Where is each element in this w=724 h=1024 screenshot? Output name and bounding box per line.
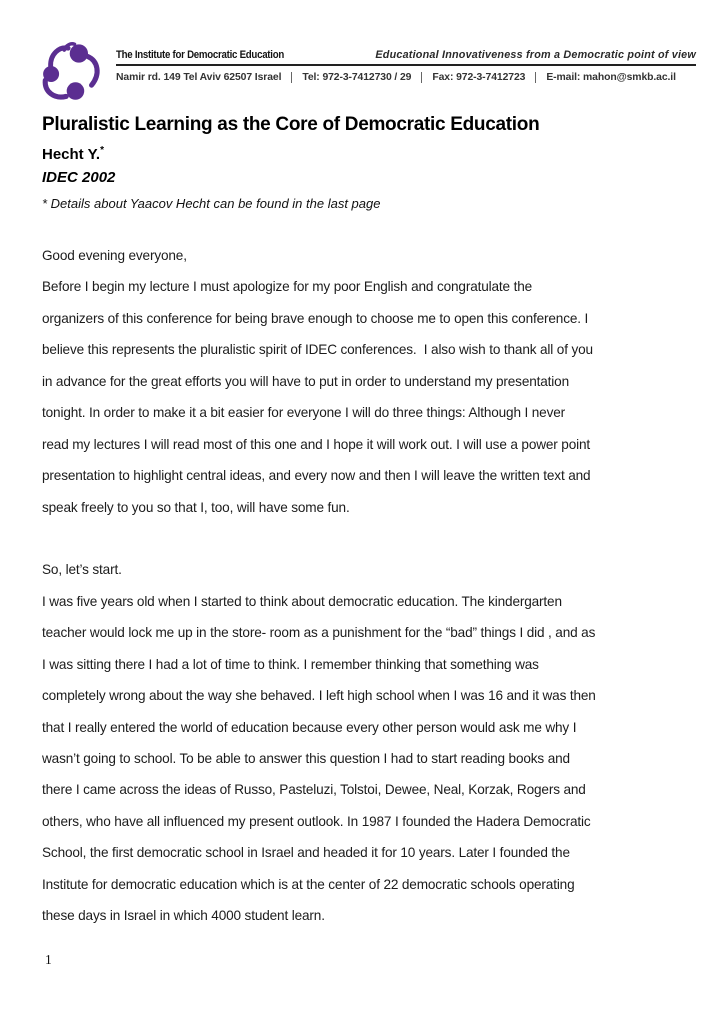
contact-divider	[421, 72, 422, 83]
letterhead-rule	[116, 64, 696, 66]
contact-email: E-mail: mahon@smkb.ac.il	[546, 72, 676, 83]
org-tagline: Educational Innovativeness from a Democratic point of view	[375, 49, 696, 61]
letterhead-contact	[116, 72, 696, 83]
author-footnote: * Details about Yaacov Hecht can be found in the last page	[42, 196, 381, 211]
body-line: Institute for democratic education which is at the center of 22 democratic schools operating	[42, 876, 575, 892]
body-line: others, who have all influenced my present outlook. In 1987 I founded the Hadera Democratic	[42, 813, 591, 829]
body-line: So, let’s start.	[42, 562, 122, 578]
body-line: I was five years old when I started to think about democratic education. The kindergarten	[42, 593, 562, 609]
body-line: Good evening everyone,	[42, 248, 187, 263]
body-text	[42, 240, 682, 932]
body-line: organizers of this conference for being brave enough to choose me to open this conference. I	[42, 310, 589, 326]
org-name: The Institute for Democratic Education	[116, 49, 284, 61]
body-line: tonight. In order to make it a bit easier for everyone I will do three things: Although I never	[42, 405, 566, 421]
contact-divider	[291, 72, 292, 83]
body-line	[42, 523, 682, 554]
body-line: these days in Israel in which 4000 student learn.	[42, 908, 325, 924]
body-line: read my lectures I will read most of this one and I hope it will work out. I will use a power point	[42, 436, 591, 452]
body-line: believe this represents the pluralistic spirit of IDEC conferences. I also wish to thank all of you	[42, 342, 593, 358]
body-line: there I came across the ideas of Russo, Pasteluzi, Tolstoi, Dewee, Neal, Korzak, Rogers and	[42, 782, 586, 798]
author-line	[42, 141, 682, 164]
contact-divider	[535, 72, 536, 83]
title-block	[42, 113, 682, 212]
event-line: IDEC 2002	[42, 169, 116, 186]
body-line: in advance for the great efforts you will have to put in order to understand my presentation	[42, 373, 569, 389]
body-line: School, the first democratic school in Israel and headed it for 10 years. Later I founded the	[42, 845, 570, 861]
body-line: completely wrong about the way she behaved. I left high school when I was 16 and it was then	[42, 688, 596, 704]
body-line: speak freely to you so that I, too, will have some fun.	[42, 499, 350, 515]
page-number: 1	[45, 952, 52, 967]
author-name: Hecht Y.	[42, 146, 101, 163]
letterhead-line-1	[116, 49, 696, 61]
page-title: Pluralistic Learning as the Core of Democratic Education	[42, 114, 540, 135]
body-line: presentation to highlight central ideas, and every now and then I will leave the written text and	[42, 468, 591, 484]
contact-address: Namir rd. 149 Tel Aviv 62507 Israel	[116, 72, 282, 83]
body-line: that I really entered the world of education because every other person would ask me why I	[42, 719, 577, 735]
body-line: teacher would lock me up in the store- room as a punishment for the “bad” things I did , and as	[42, 625, 596, 641]
contact-fax: Fax: 972-3-7412723	[432, 72, 526, 83]
institute-logo-icon	[36, 40, 112, 106]
letterhead	[116, 49, 696, 83]
body-line: wasn’t going to school. To be able to answer this question I had to start reading books and	[42, 751, 570, 766]
contact-tel: Tel: 972-3-7412730 / 29	[302, 72, 412, 83]
author-footnote-mark: *	[100, 145, 104, 156]
body-line: Before I begin my lecture I must apologize for my poor English and congratulate the	[42, 279, 533, 295]
body-line: I was sitting there I had a lot of time to think. I remember thinking that something was	[42, 656, 539, 672]
